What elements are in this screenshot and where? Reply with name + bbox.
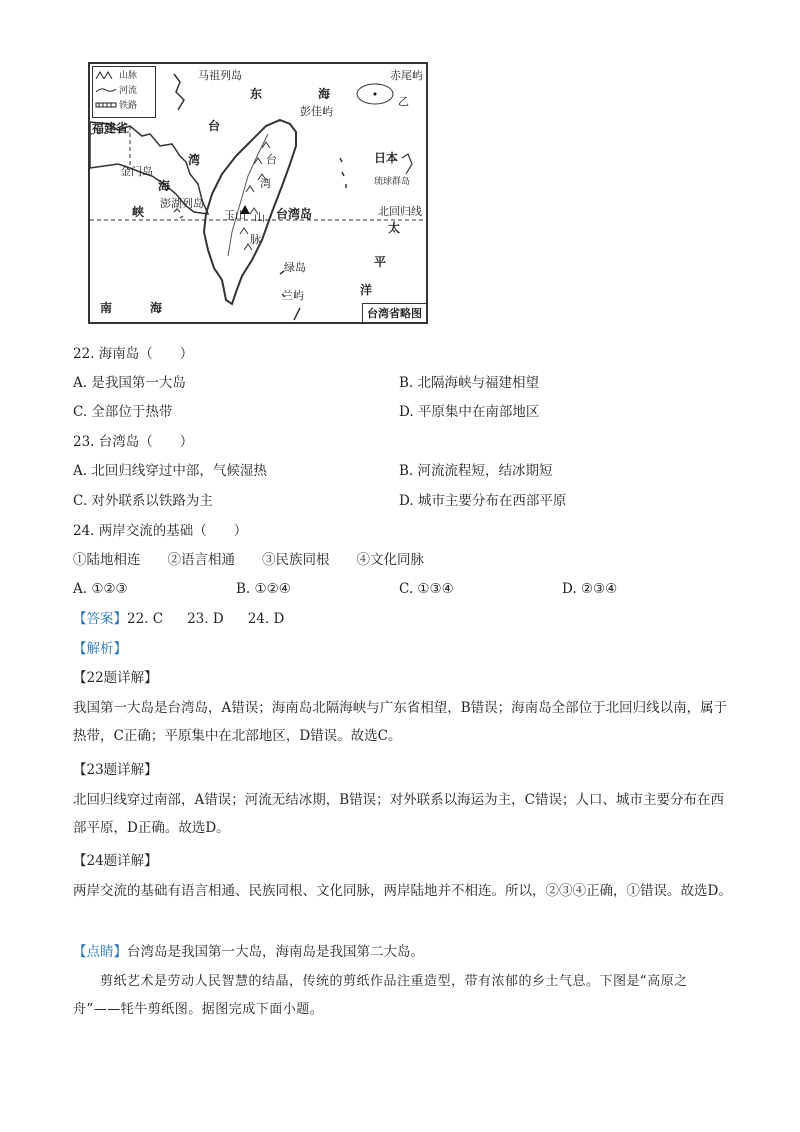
answer-23: 23. D — [187, 611, 224, 627]
analysis-label: 【解析】 — [73, 641, 127, 657]
label-pacific-tai: 太 — [388, 221, 401, 235]
label-pacific-yang: 洋 — [360, 283, 373, 297]
label-mountain-char-2: 湾 — [260, 177, 271, 190]
answer-22: 22. C — [127, 611, 164, 627]
q22-option-c: C. 全部位于热带 — [73, 404, 173, 420]
q22-option-b: B. 北隔海峡与福建相望 — [399, 375, 540, 391]
analysis-paragraph-23: 北回归线穿过南部，A错误；河流无结冰期，B错误；对外联系以海运为主，C错误；人口、城市主要分布在西部平原，D正确。故选D。 — [73, 792, 724, 836]
legend-mountain-label: 山脉 — [119, 71, 138, 81]
label-strait-wan: 湾 — [188, 153, 201, 167]
q23-option-b: B. 河流流程短，结冰期短 — [399, 463, 553, 479]
railway-icon — [95, 102, 117, 110]
label-strait-hai: 海 — [158, 179, 171, 193]
analysis-heading-24: 【24题详解】 — [73, 853, 158, 869]
q22-stem: 22. 海南岛（ ） — [73, 346, 194, 362]
q23-option-a: A. 北回归线穿过中部，气候湿热 — [73, 463, 267, 479]
label-strait-tai: 台 — [208, 119, 221, 133]
q24-items: ①陆地相连 ②语言相通 ③民族同根 ④文化同脉 — [73, 552, 424, 568]
label-south-nan: 南 — [100, 301, 113, 315]
legend-mountain — [95, 71, 137, 81]
label-yushan: 玉山 — [224, 209, 246, 222]
q24-option-d: D. ②③④ — [562, 581, 618, 597]
map-title: 台湾省略图 — [362, 303, 426, 322]
taiwan-map — [88, 62, 428, 324]
analysis-heading-23: 【23题详解】 — [73, 762, 158, 778]
label-pengjia: 彭佳屿 — [300, 105, 333, 118]
answer-24: 24. D — [247, 611, 285, 627]
q22-option-a: A. 是我国第一大岛 — [73, 375, 186, 391]
mountain-icon — [95, 72, 117, 80]
next-question-intro: 剪纸艺术是劳动人民智慧的结晶，传统的剪纸作品注重造型，带有浓郁的乡土气息。下图是“高原之舟”——牦牛剪纸图。据图完成下面小题。 — [73, 974, 688, 1017]
q23-option-c: C. 对外联系以铁路为主 — [73, 493, 213, 509]
label-east-sea-1: 东 — [250, 87, 263, 101]
label-jinmen: 金门岛 — [120, 165, 153, 178]
dianjing-line — [73, 943, 424, 961]
legend-railway — [95, 101, 137, 111]
label-mountain-char-4: 脉 — [250, 233, 261, 246]
label-strait-xia: 峡 — [132, 205, 145, 219]
label-mountain-char-3: 山 — [254, 211, 265, 224]
legend-river — [95, 86, 137, 96]
label-taiwan-island: 台湾岛 — [276, 207, 313, 221]
river-icon — [95, 87, 117, 95]
answer-line — [73, 610, 284, 628]
label-yi: 乙 — [398, 95, 409, 108]
q22-option-d: D. 平原集中在南部地区 — [399, 404, 540, 420]
q23-option-d: D. 城市主要分布在西部平原 — [399, 493, 567, 509]
label-mazu: 马祖列岛 — [198, 69, 242, 82]
analysis-paragraph-22: 我国第一大岛是台湾岛，A错误；海南岛北隔海峡与广东省相望，B错误；海南岛全部位于北回归线以南，属于热带，C正确；平原集中在北部地区，D错误。故选C。 — [73, 700, 728, 744]
dianjing-label: 【点睛】 — [73, 944, 127, 960]
q23-stem: 23. 台湾岛（ ） — [73, 434, 194, 450]
label-chiwei: 赤尾屿 — [390, 69, 423, 82]
label-south-hai: 海 — [150, 301, 163, 315]
answer-label: 【答案】 — [73, 611, 127, 627]
label-pacific-ping: 平 — [374, 255, 387, 269]
label-lvdao: 绿岛 — [284, 261, 306, 274]
dianjing-text: 台湾岛是我国第一大岛，海南岛是我国第二大岛。 — [127, 944, 424, 960]
analysis-paragraph-24: 两岸交流的基础有语言相通、民族同根、文化同脉，两岸陆地并不相连。所以，②③④正确，①错误。故选D。 — [73, 883, 732, 899]
label-tropic-of-cancer: 北回归线 — [378, 205, 422, 218]
legend-railway-label: 铁路 — [119, 101, 138, 111]
label-fujian: 福建省 — [92, 121, 129, 135]
map-legend — [92, 66, 156, 118]
q24-option-c: C. ①③④ — [399, 581, 454, 597]
label-ryukyu: 琉球群岛 — [374, 177, 411, 187]
label-japan: 日本 — [374, 151, 399, 165]
legend-river-label: 河流 — [119, 86, 138, 96]
label-east-sea-2: 海 — [318, 87, 331, 101]
analysis-heading-22: 【22题详解】 — [73, 670, 158, 686]
label-penghu: 澎湖列岛 — [160, 197, 204, 210]
q24-stem: 24. 两岸交流的基础（ ） — [73, 523, 248, 539]
label-mountain-char-1: 台 — [266, 153, 277, 166]
q24-option-b: B. ①②④ — [236, 581, 291, 597]
label-lanyu: 兰屿 — [282, 289, 304, 302]
q24-option-a: A. ①②③ — [73, 581, 128, 597]
